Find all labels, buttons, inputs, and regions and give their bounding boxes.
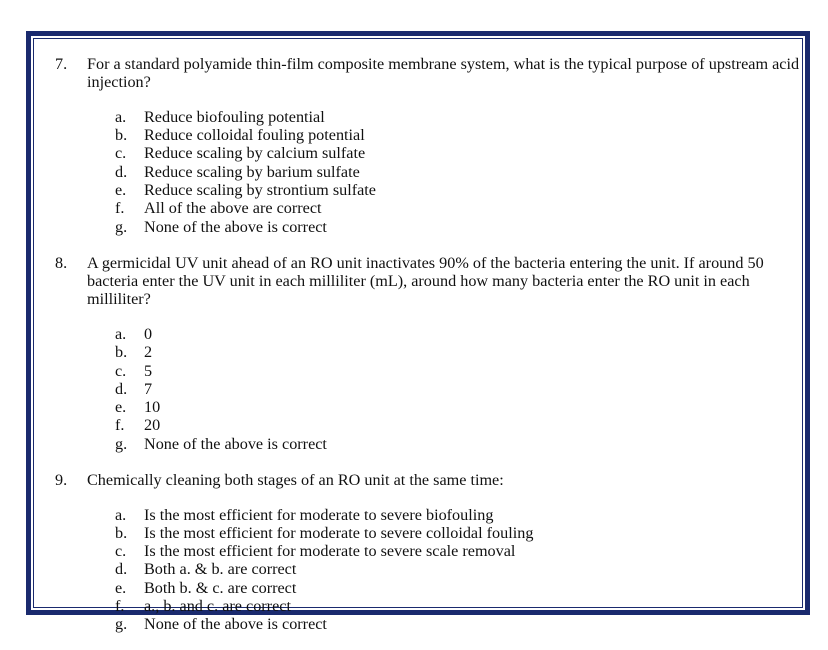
option-c[interactable] xyxy=(115,542,790,560)
option-b[interactable] xyxy=(115,524,790,542)
option-b[interactable] xyxy=(115,126,790,144)
option-text: 20 xyxy=(144,416,161,435)
option-d[interactable] xyxy=(115,560,790,578)
option-g[interactable] xyxy=(115,218,790,236)
question-list xyxy=(55,55,800,650)
option-text: Is the most efficient for moderate to severe biofouling xyxy=(144,505,494,524)
option-e[interactable] xyxy=(115,579,790,597)
option-f[interactable] xyxy=(115,597,790,615)
option-text: None of the above is correct xyxy=(144,217,327,236)
option-text: Is the most efficient for moderate to severe scale removal xyxy=(144,542,516,561)
option-text: a., b. and c. are correct xyxy=(144,596,291,615)
question-stem: Chemically cleaning both stages of an RO unit at the same time: xyxy=(87,471,504,490)
option-letter: f. xyxy=(115,199,125,218)
option-letter: g. xyxy=(115,217,128,236)
option-letter: d. xyxy=(115,379,128,398)
option-g[interactable] xyxy=(115,435,790,453)
option-e[interactable] xyxy=(115,398,790,416)
option-f[interactable] xyxy=(115,199,790,217)
option-e[interactable] xyxy=(115,181,790,199)
option-text: Reduce scaling by barium sulfate xyxy=(144,162,360,181)
option-text: 5 xyxy=(144,361,153,380)
option-list xyxy=(115,325,790,453)
option-text: All of the above are correct xyxy=(144,199,322,218)
option-text: Is the most efficient for moderate to severe colloidal fouling xyxy=(144,523,534,542)
option-letter: c. xyxy=(115,542,127,561)
option-letter: a. xyxy=(115,505,127,524)
option-list xyxy=(115,108,790,236)
question-9 xyxy=(55,471,790,634)
option-d[interactable] xyxy=(115,163,790,181)
option-text: 10 xyxy=(144,398,161,417)
question-number: 7. xyxy=(55,55,68,73)
question-stem: A germicidal UV unit ahead of an RO unit inactivates 90% of the bacteria entering the unit. If around 50 bacteria enter the UV unit in each milliliter (mL), around how many bacteria enter the RO unit in each milliliter? xyxy=(87,253,764,309)
option-text: Reduce colloidal fouling potential xyxy=(144,126,365,145)
option-letter: g. xyxy=(115,615,128,634)
option-text: Reduce scaling by strontium sulfate xyxy=(144,180,376,199)
option-text: None of the above is correct xyxy=(144,615,327,634)
option-text: Both a. & b. are correct xyxy=(144,560,297,579)
option-letter: c. xyxy=(115,144,127,163)
question-8 xyxy=(55,254,790,453)
option-letter: e. xyxy=(115,398,127,417)
question-number: 9. xyxy=(55,471,68,490)
option-c[interactable] xyxy=(115,144,790,162)
option-letter: c. xyxy=(115,361,127,380)
option-text: None of the above is correct xyxy=(144,434,327,453)
option-letter: e. xyxy=(115,180,127,199)
option-text: 2 xyxy=(144,343,153,362)
option-letter: f. xyxy=(115,596,125,615)
option-letter: d. xyxy=(115,162,128,181)
question-number: 8. xyxy=(55,253,68,272)
option-letter: b. xyxy=(115,126,128,145)
option-g[interactable] xyxy=(115,615,790,633)
option-a[interactable] xyxy=(115,108,790,126)
option-letter: f. xyxy=(115,416,125,435)
question-7 xyxy=(55,55,800,236)
option-text: 0 xyxy=(144,324,153,343)
option-text: Reduce scaling by calcium sulfate xyxy=(144,144,366,163)
option-a[interactable] xyxy=(115,506,790,524)
option-letter: g. xyxy=(115,434,128,453)
option-letter: a. xyxy=(115,324,127,343)
option-d[interactable] xyxy=(115,380,790,398)
question-stem: For a standard polyamide thin-film composite membrane system, what is the typical purpose of upstream acid injection? xyxy=(87,55,800,92)
option-b[interactable] xyxy=(115,343,790,361)
option-text: Reduce biofouling potential xyxy=(144,107,325,126)
option-text: 7 xyxy=(144,379,153,398)
option-list xyxy=(115,506,790,634)
option-text: Both b. & c. are correct xyxy=(144,578,297,597)
option-letter: b. xyxy=(115,343,128,362)
option-c[interactable] xyxy=(115,362,790,380)
option-letter: d. xyxy=(115,560,128,579)
option-letter: b. xyxy=(115,523,128,542)
option-letter: e. xyxy=(115,578,127,597)
option-letter: a. xyxy=(115,107,127,126)
option-a[interactable] xyxy=(115,325,790,343)
option-f[interactable] xyxy=(115,416,790,434)
